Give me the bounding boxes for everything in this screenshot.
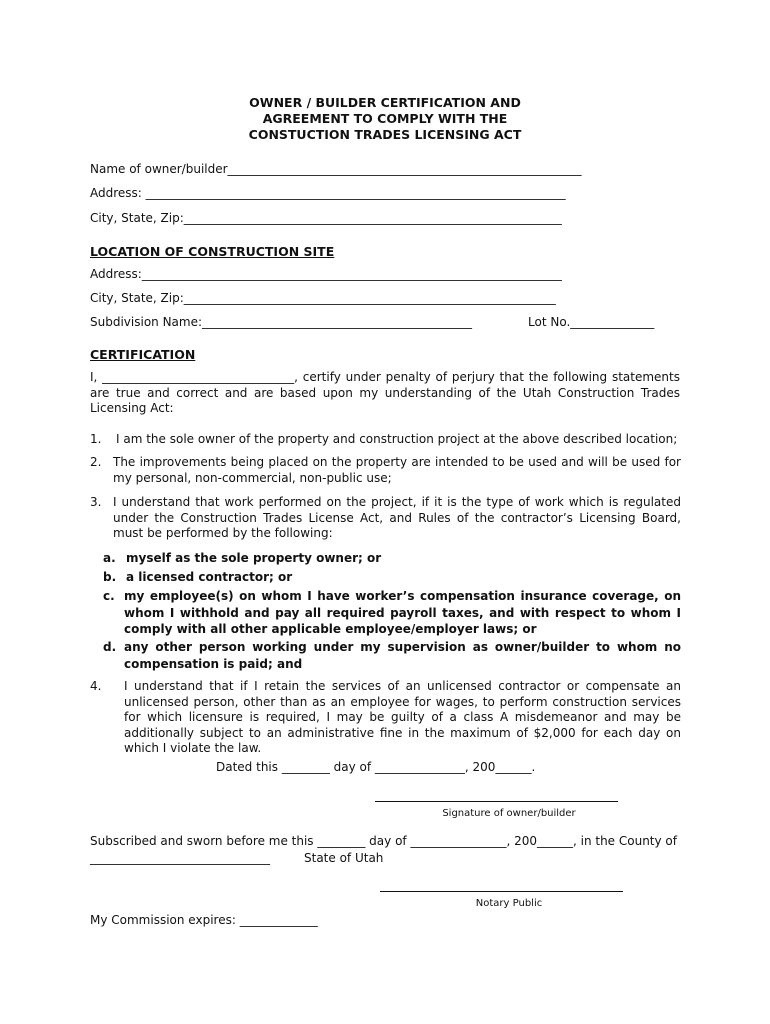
subdivision-field[interactable]: Subdivision Name:_____________________________________________ [90, 315, 473, 329]
form-title-line-1: OWNER / BUILDER CERTIFICATION AND [249, 95, 521, 110]
item-text: I understand that if I retain the services of an unlicensed contractor or compensate an unlicensed person, other than as an employee for wages, to perform construction services for which licensure is required, I may be guilty of a class A misdemeanor and may be additionally subject to an administrative fine in the maximum of $2,000 for each day on which I violate the law. [124, 679, 681, 755]
county-blank-field[interactable]: ______________________________ [90, 851, 270, 865]
sub-item-letter: b. [103, 570, 117, 584]
item-text: I am the sole owner of the property and construction project at the above described location; [116, 432, 678, 446]
certification-intro: I, ________________________________, certify under penalty of perjury that the following statements are true and correct and are based upon my understanding of the Utah Construction Trades Licensing Act: [90, 370, 680, 415]
sub-item-text: my employee(s) on whom I have worker’s compensation insurance coverage, on whom I withhold and pay all required payroll taxes, and with respect to whom I comply with all other applicable employee/employer laws; or [124, 589, 681, 636]
owner-name-field[interactable]: Name of owner/builder___________________________________________________________ [90, 162, 582, 176]
form-title-line-2: AGREEMENT TO COMPLY WITH THE [262, 111, 508, 126]
item-number: 4. [90, 679, 102, 693]
location-heading: LOCATION OF CONSTRUCTION SITE [90, 244, 335, 259]
owner-signature-caption: Signature of owner/builder [442, 808, 576, 819]
item-number: 2. [90, 455, 102, 469]
sub-item-letter: a. [103, 551, 116, 565]
state-label: State of Utah [304, 851, 384, 865]
owner-city-field[interactable]: City, State, Zip:_______________________________________________________________ [90, 211, 562, 225]
owner-signature-line[interactable] [375, 801, 618, 802]
owner-address-field[interactable]: Address: ______________________________________________________________________ [90, 186, 566, 200]
lot-number-field[interactable]: Lot No.______________ [528, 315, 655, 329]
sub-item-text: myself as the sole property owner; or [126, 551, 382, 565]
certification-heading: CERTIFICATION [90, 347, 196, 362]
sub-item-letter: d. [103, 640, 117, 654]
form-title-line-3: CONSTUCTION TRADES LICENSING ACT [248, 127, 522, 142]
sub-item-text: a licensed contractor; or [126, 570, 293, 584]
dated-line[interactable]: Dated this ________ day of _______________, 200______. [216, 760, 536, 774]
sub-item-text: any other person working under my supervision as owner/builder to whom no compensation is paid; and [124, 640, 681, 671]
subscribed-line[interactable]: Subscribed and sworn before me this ________ day of ________________, 200______, in the County of [90, 834, 677, 848]
commission-expires-field[interactable]: My Commission expires: _____________ [90, 913, 318, 927]
site-city-field[interactable]: City, State, Zip:______________________________________________________________ [90, 291, 556, 305]
notary-caption: Notary Public [475, 898, 543, 909]
item-text: I understand that work performed on the project, if it is the type of work which is regulated under the Construction Trades License Act, and Rules of the contractor’s Licensing Board, must be performed by the following: [113, 495, 681, 540]
notary-signature-line[interactable] [380, 891, 623, 892]
item-text: The improvements being placed on the property are intended to be used and will be used for my personal, non-commercial, non-public use; [113, 455, 681, 485]
item-number: 1. [90, 432, 102, 446]
item-number: 3. [90, 495, 102, 509]
site-address-field[interactable]: Address:______________________________________________________________________ [90, 267, 562, 281]
sub-item-letter: c. [103, 589, 115, 603]
